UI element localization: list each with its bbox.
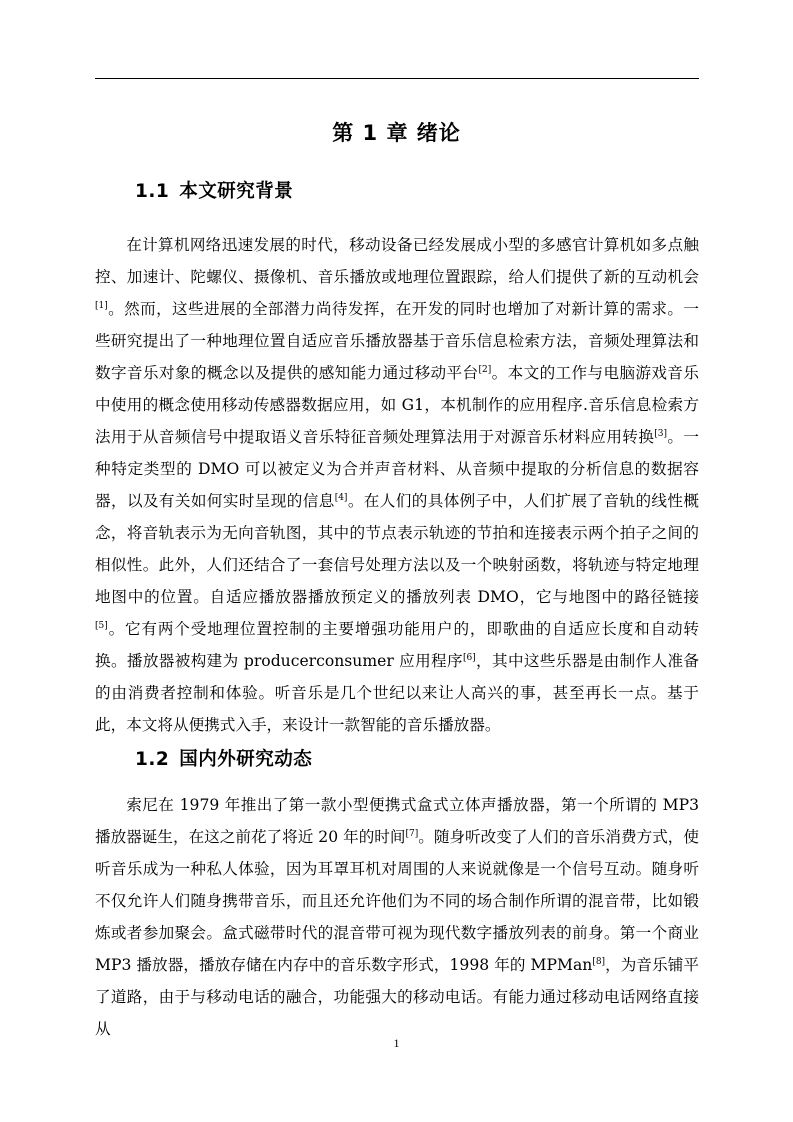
- citation-ref: [4]: [334, 493, 348, 503]
- chapter-title: 第 1 章 绪论: [332, 121, 461, 145]
- section-number: 1.1: [135, 181, 170, 202]
- section-title-text: 本文研究背景: [179, 181, 294, 202]
- section-number: 1.2: [135, 749, 170, 770]
- page-number: 1: [393, 1036, 400, 1050]
- body-paragraph: [95, 789, 699, 1045]
- paragraph-text: 索尼在 1979 年推出了第一款小型便携式盒式立体声播放器，第一个所谓的 MP3 播放器诞生，在这之前花了将近 20 年的时间: [95, 796, 699, 846]
- paragraph-text: 在计算机网络迅速发展的时代，移动设备已经发展成小型的多感官计算机如多点触控、加速计、陀螺仪、摄像机、音乐播放或地理位置跟踪，给人们提供了新的互动机会: [95, 236, 699, 286]
- citation-ref: [6]: [462, 653, 476, 663]
- section-title-text: 国内外研究动态: [179, 749, 313, 770]
- section-heading-1-1: [135, 177, 293, 203]
- citation-ref: [7]: [405, 829, 419, 839]
- paragraph-text: 。然而，这些进展的全部潜力尚待发挥，在开发的同时也增加了对新计算的需求。一些研究提出了一种地理位置自适应音乐播放器基于音乐信息检索方法，音频处理算法和数字音乐对象的概念以及提供的感知能力通过移动平台: [95, 300, 699, 382]
- citation-ref: [8]: [592, 957, 606, 967]
- citation-ref: [1]: [95, 301, 108, 311]
- citation-ref: [2]: [478, 365, 492, 375]
- paragraph-text: ，为音乐铺平了道路，由于与移动电话的融合，功能强大的移动电话。有能力通过移动电话网络直接从: [95, 956, 699, 1038]
- paragraph-text: ，其中这些乐器是由制作人准备的由消费者控制和体验。听音乐是几个世纪以来让人高兴的事，甚至再长一点。基于此，本文将从便携式入手，来设计一款智能的音乐播放器。: [95, 652, 699, 734]
- paragraph-text: 。本文的工作与电脑游戏音乐中使用的概念使用移动传感器数据应用，如 G1，本机制作的应用程序.音乐信息检索方法用于从音频信号中提取语义音乐特征音频处理算法用于对源音乐材料应用转换: [95, 364, 699, 446]
- paragraph-text: 。一种特定类型的 DMO 可以被定义为合并声音材料、从音频中提取的分析信息的数据容器，以及有关如何实时呈现的信息: [95, 428, 699, 510]
- paragraph-text: 。随身听改变了人们的音乐消费方式，使听音乐成为一种私人体验，因为耳罩耳机对周围的人来说就像是一个信号互动。随身听不仅允许人们随身携带音乐，而且还允许他们为不同的场合制作所谓的混音带，比如锻炼或者参加聚会。盒式磁带时代的混音带可视为现代数字播放列表的前身。第一个商业 MP3 播放器，播放存储在内存中的音乐数字形式，1998 年的 MPMan: [95, 828, 699, 974]
- paragraph-text: 。它有两个受地理位置控制的主要增强功能用户的，即歌曲的自适应长度和自动转换。播放器被构建为 producerconsumer 应用程序: [95, 620, 699, 670]
- body-paragraph: [95, 229, 699, 741]
- citation-ref: [3]: [654, 429, 668, 439]
- paragraph-text: 。在人们的具体例子中，人们扩展了音轨的线性概念，将音轨表示为无向音轨图，其中的节点表示轨迹的节拍和连接表示两个拍子之间的相似性。此外，人们还结合了一套信号处理方法以及一个映射函数，将轨迹与特定地理地图中的位置。自适应播放器播放预定义的播放列表 DMO，它与地图中的路径链接: [95, 492, 699, 606]
- citation-ref: [5]: [95, 621, 108, 631]
- section-heading-1-2: [135, 745, 312, 771]
- header-rule: [95, 78, 699, 79]
